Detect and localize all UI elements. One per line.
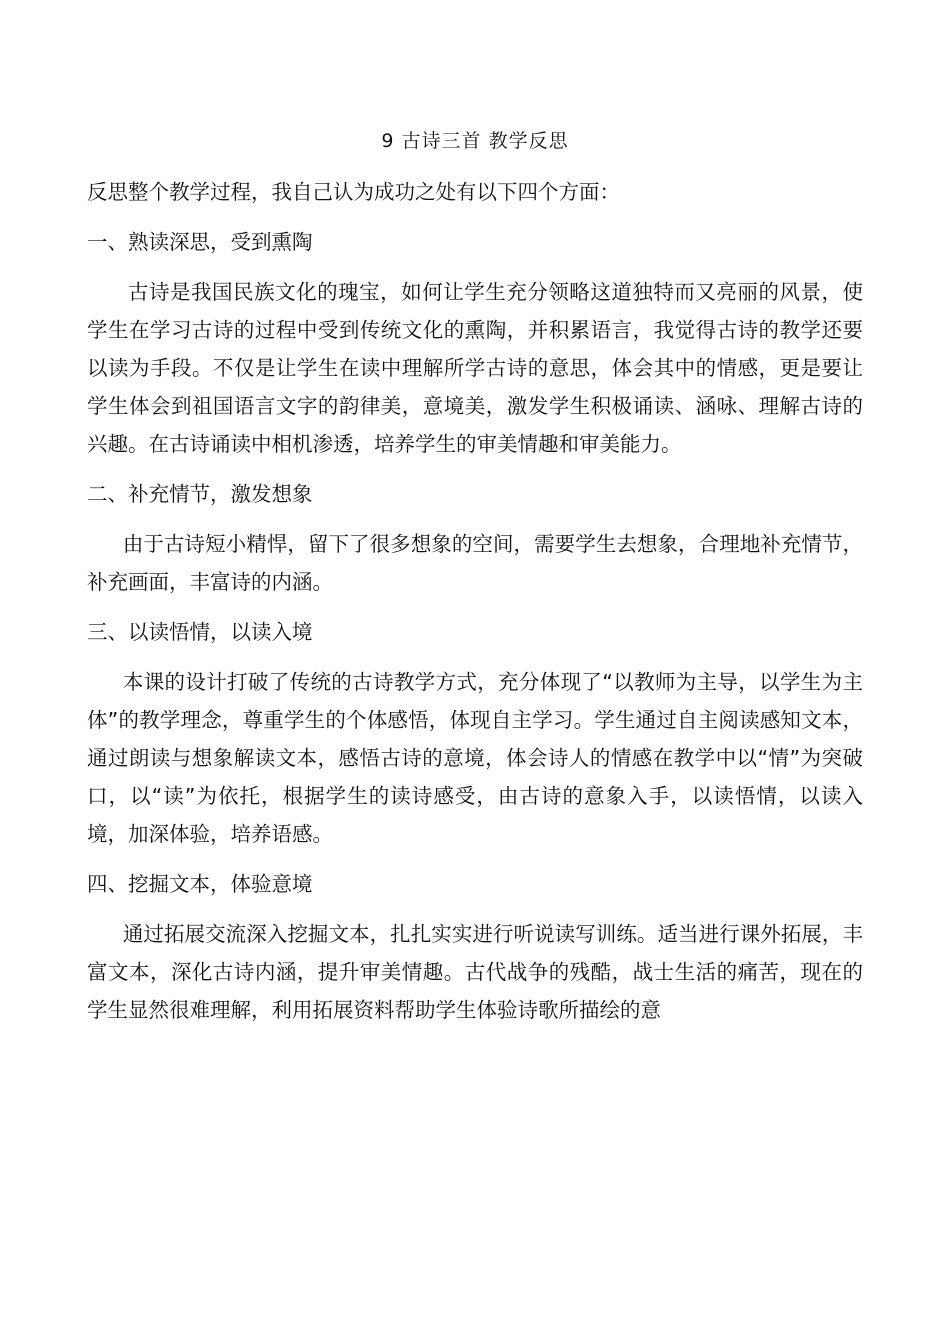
section-body-2: 由于古诗短小精悍，留下了很多想象的空间，需要学生去想象，合理地补充情节，补充画面，丰富诗的内涵。 <box>87 532 863 594</box>
intro-paragraph: 反思整个教学过程，我自己认为成功之处有以下四个方面： <box>87 180 620 204</box>
section-heading-4: 四、挖掘文本，体验意境 <box>87 872 313 896</box>
section-heading-3: 三、以读悟情，以读入境 <box>87 620 313 644</box>
section-body-4: 通过拓展交流深入挖掘文本，扎扎实实进行听说读写训练。适当进行课外拓展，丰富文本，深化古诗内涵，提升审美情趣。古代战争的残酷，战士生活的痛苦，现在的学生显然很难理解，利用拓展资料帮助学生体验诗歌所描绘的意 <box>87 922 863 1022</box>
section-body-1: 古诗是我国民族文化的瑰宝，如何让学生充分领略这道独特而又亮丽的风景，使学生在学习古诗的过程中受到传统文化的熏陶，并积累语言，我觉得古诗的教学还要以读为手段。不仅是让学生在读中理解所学古诗的意思，体会其中的情感，更是要让学生体会到祖国语言文字的韵律美，意境美，激发学生积极诵读、涵咏、理解古诗的兴趣。在古诗诵读中相机渗透，培养学生的审美情趣和审美能力。 <box>87 280 863 456</box>
page-title: 9 古诗三首 教学反思 <box>381 130 569 152</box>
section-body-3: 本课的设计打破了传统的古诗教学方式，充分体现了“以教师为主导，以学生为主体”的教学理念，尊重学生的个体感悟，体现自主学习。学生通过自主阅读感知文本，通过朗读与想象解读文本，感悟古诗的意境，体会诗人的情感在教学中以“情”为突破口，以“读”为依托，根据学生的读诗感受，由古诗的意象入手，以读悟情，以读入境，加深体验，培养语感。 <box>87 670 863 846</box>
section-heading-2: 二、补充情节，激发想象 <box>87 482 313 506</box>
section-heading-1: 一、熟读深思，受到熏陶 <box>87 230 313 254</box>
document-body <box>87 173 863 1041</box>
